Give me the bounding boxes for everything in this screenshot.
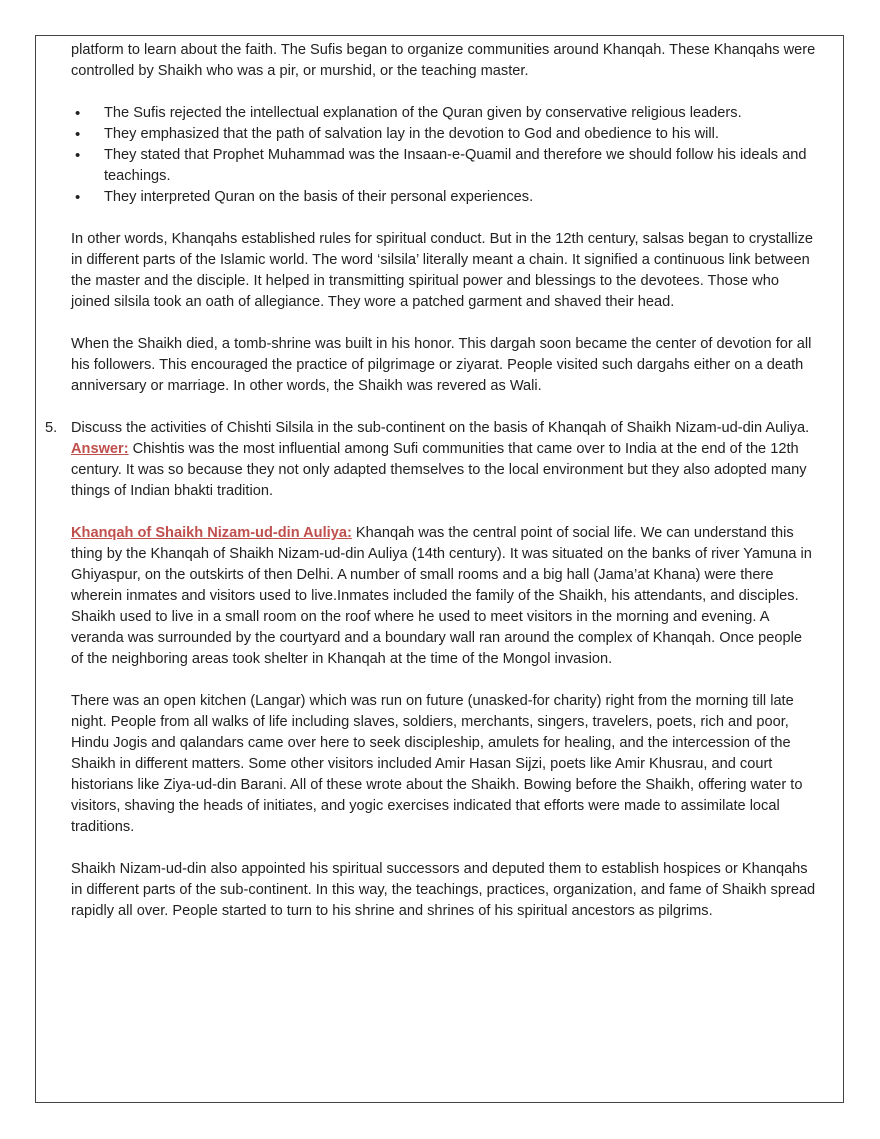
answer-text: Chishtis was the most influential among Sufi communities that came over to India at the end of the 12th century. It was so because they not only adapted themselves to the local environment but they also adopted many things of Indian bhakti tradition. <box>71 441 807 499</box>
silsila-paragraph: In other words, Khanqahs established rules for spiritual conduct. But in the 12th century, salsas began to crystallize in different parts of the Islamic world. The word ‘silsila’ literally meant a chain. It signified a continuous link between the master and the disciple. It helped in transmitting spiritual power and blessings to the devotees. Those who joined silsila took an oath of allegiance. They wore a patched garment and shaved their head. <box>71 231 813 310</box>
khanqah-heading: Khanqah of Shaikh Nizam-ud-din Auliya: <box>71 525 352 541</box>
question-text: Discuss the activities of Chishti Silsila in the sub-continent on the basis of Khanqah of Shaikh Nizam-ud-din Auliya. <box>71 420 810 436</box>
page-content <box>45 40 816 922</box>
document-page <box>35 35 844 1103</box>
dargah-paragraph: When the Shaikh died, a tomb-shrine was built in his honor. This dargah soon became the center of devotion for all his followers. This encouraged the practice of pilgrimage or ziyarat. People visited such dargahs either on a death anniversary or marriage. In other words, the Shaikh was revered as Wali. <box>71 336 812 394</box>
list-item: • The Sufis rejected the intellectual explanation of the Quran given by conservative religious leaders. <box>104 103 816 124</box>
langar-paragraph: There was an open kitchen (Langar) which was run on future (unasked-for charity) right from the morning till late night. People from all walks of life including slaves, soldiers, merchants, singers, travelers, poets, rich and poor, Hindu Jogis and qalandars came over here to seek discipleship, amulets for healing, and the intercession of the Shaikh in different matters. Some other visitors included Amir Hasan Sijzi, poets like Amir Khusrau, and court historians like Ziya-ud-din Barani. All of these wrote about the Shaikh. Bowing before the Shaikh, offering water to visitors, shaving the heads of initiates, and yogic exercises indicated that efforts were made to assimilate local traditions. <box>71 693 803 835</box>
list-item: • They emphasized that the path of salvation lay in the devotion to God and obedience to his will. <box>104 124 816 145</box>
khanqah-paragraph <box>71 523 816 670</box>
successors-paragraph: Shaikh Nizam-ud-din also appointed his spiritual successors and deputed them to establish hospices or Khanqahs in different parts of the sub-continent. In this way, the teachings, practices, organization, and fame of Shaikh spread rapidly all over. People started to turn to his shrine and shrines of his spiritual ancestors as pilgrims. <box>71 861 816 919</box>
question-number: 5. <box>45 420 58 436</box>
answer-label: Answer: <box>71 441 129 457</box>
intro-paragraph: platform to learn about the faith. The Sufis began to organize communities around Khanqah. These Khanqahs were controlled by Shaikh who was a pir, or murshid, or the teaching master. <box>71 42 816 79</box>
khanqah-text: Khanqah was the central point of social life. We can understand this thing by the Khanqah of Shaikh Nizam-ud-din Auliya (14th century). It was situated on the banks of river Yamuna in Ghiyaspur, on the outskirts of then Delhi. A number of small rooms and a big hall (Jama’at Khana) were there wherein inmates and visitors used to live.Inmates included the family of the Shaikh, his attendants, and disciples. Shaikh used to live in a small room on the roof where he used to meet visitors in the morning and evening. A veranda was surrounded by the courtyard and a boundary wall ran around the complex of Khanqah. Once people of the neighboring areas took shelter in Khanqah at the time of the Mongol invasion. <box>71 525 812 667</box>
list-item: • They interpreted Quran on the basis of their personal experiences. <box>104 187 816 208</box>
answer-paragraph <box>71 439 816 502</box>
sufi-beliefs-list <box>71 103 816 208</box>
question-5 <box>45 418 816 502</box>
list-item: • They stated that Prophet Muhammad was the Insaan-e-Quamil and therefore we should follow his ideals and teachings. <box>104 145 816 187</box>
